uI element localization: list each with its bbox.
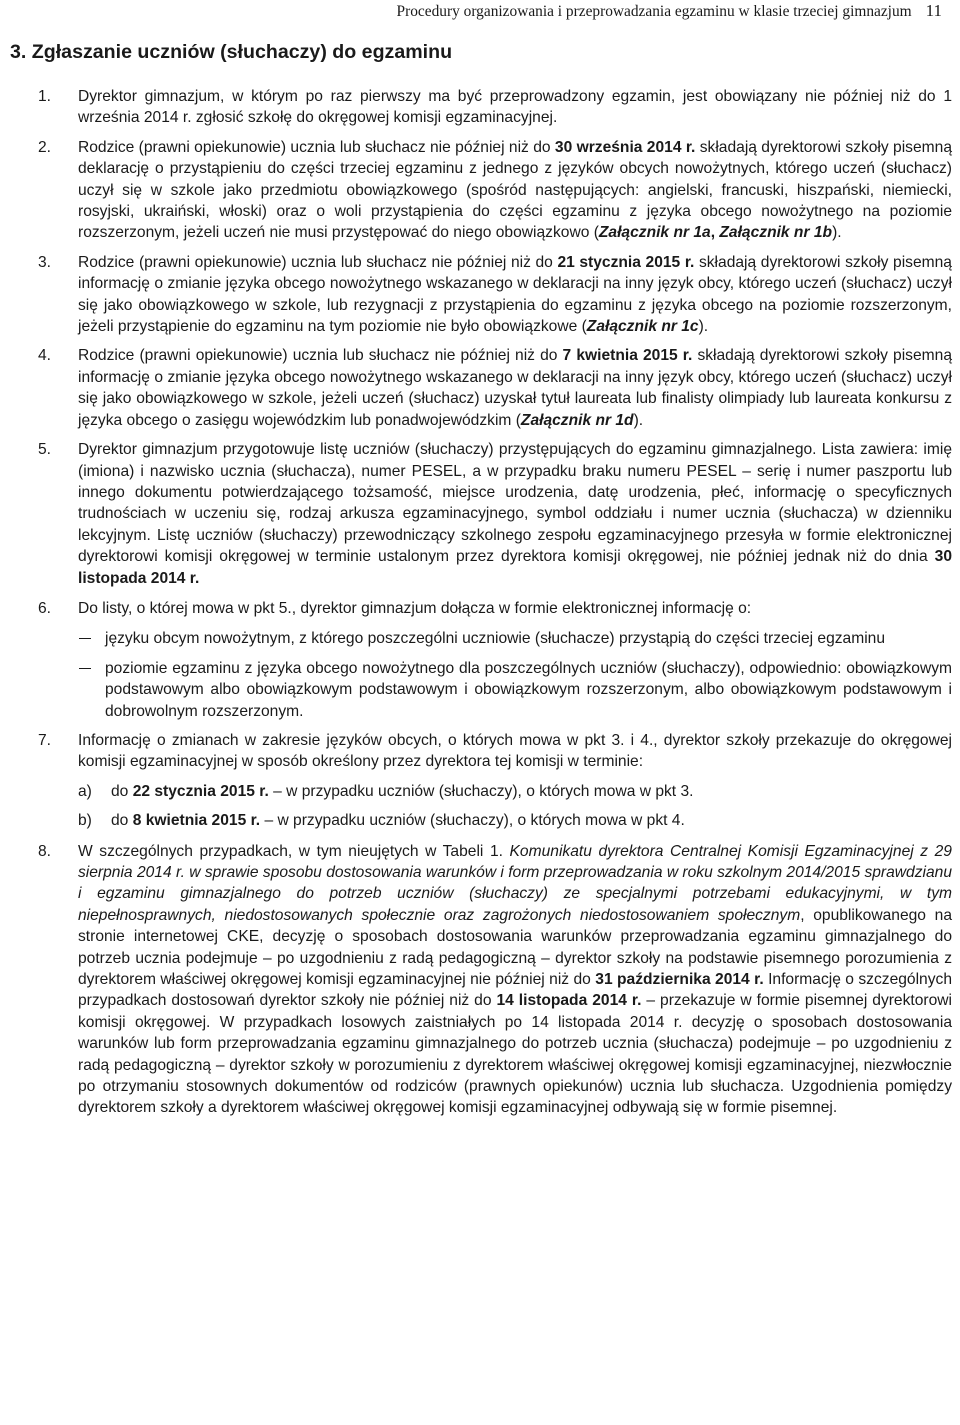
list-item-number: 1. bbox=[38, 88, 52, 105]
list-item-text: Rodzice (prawni opiekunowie) ucznia lub słuchacz nie później niż do 21 stycznia 2015 r. składają dyrektorowi szkoły pisemną informację o zmianie języka obcego nowożytnego wskazanego w deklaracji na inny język obcy, którego uczeń (słuchacz) uczył się jako obowiązkowego w szkole, lub rezygnacji z przystąpienia do egzaminu z języka obcego na poziomie rozszerzonym, jeżeli przystąpienie do egzaminu na tym poziomie nie było obowiązkowe (Załącznik nr 1c). bbox=[78, 253, 952, 336]
page-number: 11 bbox=[925, 1, 942, 20]
list-item bbox=[0, 86, 960, 129]
list-item-number: 5. bbox=[38, 441, 52, 459]
running-header-title: Procedury organizowania i przeprowadzania egzaminu w klasie trzeciej gimnazjum bbox=[396, 3, 912, 20]
numbered-list bbox=[0, 86, 960, 1127]
lettered-list-item-text: do 8 kwietnia 2015 r. – w przypadku uczniów (słuchaczy), o których mowa w pkt 4. bbox=[111, 812, 685, 830]
lettered-list-item bbox=[78, 781, 952, 802]
list-item-number: 4. bbox=[38, 347, 52, 365]
list-item bbox=[0, 841, 960, 1119]
list-item bbox=[0, 598, 960, 722]
lettered-list-item bbox=[78, 810, 952, 831]
list-item-number: 6. bbox=[38, 599, 52, 617]
list-item-text: Informację o zmianach w zakresie języków obcych, o których mowa w pkt 3. i 4., dyrektor szkoły przekazuje do okręgowej komisji egzaminacyjnej w sposób określony przez dyrektora tej komisji w terminie: bbox=[78, 731, 952, 771]
list-item-number: 3. bbox=[38, 253, 52, 271]
lettered-list-item-letter: a) bbox=[78, 782, 92, 800]
list-item bbox=[0, 730, 960, 832]
dash-list-item: poziomie egzaminu z języka obcego nowożytnego dla poszczególnych uczniów (słuchaczy), odpowiednio: obowiązkowym podstawowym albo obowiązkowym podstawowym i obowiązkowym rozszerzonym, albo obowiązkowym podstawowym i dobrowolnym rozszerzonym. bbox=[78, 658, 952, 722]
dash-list-item: języku obcym nowożytnym, z którego poszczególni uczniowie (słuchacze) przystąpią do części trzeciej egzaminu bbox=[78, 628, 952, 649]
list-item-text: Rodzice (prawni opiekunowie) ucznia lub słuchacz nie później niż do 7 kwietnia 2015 r. składają dyrektorowi szkoły pisemną informację o zmianie języka obcego nowożytnego wskazanego w deklaracji na inny język obcy, którego uczeń (słuchacz) uczył się jako obowiązkowego w szkole, jeżeli uczeń (słuchacz) uzyskał tytuł laureata lub finalisty olimpiady lub laureata konkursu z języka obcego o zasięgu wojewódzkim lub ponadwojewódzkim (Załącznik nr 1d). bbox=[78, 347, 952, 429]
list-item-number: 7. bbox=[38, 731, 52, 749]
running-header bbox=[300, 1, 942, 22]
list-item-text: W szczególnych przypadkach, w tym nieujętych w Tabeli 1. Komunikatu dyrektora Centralnej Komisji Egzaminacyjnej z 29 sierpnia 2014 r. w sprawie sposobu dostosowania warunków i form przeprowadzania w roku szkolnym 2014/2015 sprawdzianu i egzaminu gimnazjalnego do potrzeb uczniów (słuchaczy) ze specjalnymi potrzebami edukacyjnymi, w tym niepełnosprawnych, niedostosowanych społecznie oraz zagrożonych niedostosowaniem społecznym, opublikowanego na stronie internetowej CKE, decyzję o sposobach dostosowania warunków przeprowadzania egzaminu gimnazjalnego do potrzeb ucznia podejmuje – po uzgodnieniu z radą pedagogiczną – dyrektor szkoły na podstawie pisemnego porozumienia z dyrektorem właściwej okręgowej komisji egzaminacyjnej nie później niż do 31 października 2014 r. Informację o szczególnych przypadkach dostosowań dyrektor szkoły nie później niż do 14 listopada 2014 r. – przekazuje w formie pisemnej dyrektorowi komisji okręgowej. W przypadkach losowych zaistniałych po 14 listopada 2014 r. decyzję o sposobach dostosowania warunków lub form przeprowadzania egzaminu gimnazjalnego do potrzeb ucznia (słuchacza) podejmuje – po uzgodnieniu z radą pedagogiczną – dyrektor szkoły w porozumieniu z dyrektorem właściwej okręgowej komisji egzaminacyjnej, niezwłocznie po otrzymaniu stosownych dokumentów od rodziców (prawnych opiekunów) ucznia lub słuchacza. Uzgodnienia pomiędzy dyrektorem szkoły a dyrektorem właściwej okręgowej komisji egzaminacyjnej odbywają się w formie pisemnej. bbox=[78, 842, 952, 1117]
list-item-text: Dyrektor gimnazjum, w którym po raz pierwszy ma być przeprowadzony egzamin, jest obowiązany nie później niż do 1 września 2014 r. zgłosić szkołę do okręgowej komisji egzaminacyjnej. bbox=[78, 88, 952, 127]
list-item-number: 8. bbox=[38, 842, 52, 860]
list-item-number: 2. bbox=[38, 138, 52, 156]
list-item-text: Rodzice (prawni opiekunowie) ucznia lub słuchacz nie później niż do 30 września 2014 r. składają dyrektorowi szkoły pisemną deklarację o przystąpieniu do części trzeciej egzaminu z jednego z języków obcych nowożytnych, którego uczeń (słuchacz) uczył się w szkole jako przedmiotu obowiązkowego (spośród następujących: angielski, francuski, hiszpański, niemiecki, rosyjski, ukraiński, włoski) oraz o woli przystąpienia do części egzaminu z języka obcego nowożytnego na poziomie rozszerzonym, jeżeli uczeń nie musi przystępować do niego obowiązkowo (Załącznik nr 1a, Załącznik nr 1b). bbox=[78, 138, 952, 242]
list-item-text: Do listy, o której mowa w pkt 5., dyrektor gimnazjum dołącza w formie elektronicznej informację o: bbox=[78, 599, 752, 617]
list-item bbox=[0, 345, 960, 431]
section-title: 3. Zgłaszanie uczniów (słuchaczy) do egzaminu bbox=[10, 41, 453, 63]
lettered-list-item-letter: b) bbox=[78, 812, 92, 830]
lettered-list-item-text: do 22 stycznia 2015 r. – w przypadku uczniów (słuchaczy), o których mowa w pkt 3. bbox=[111, 782, 694, 800]
list-item bbox=[0, 439, 960, 589]
list-item bbox=[0, 252, 960, 338]
dash-sublist bbox=[78, 628, 952, 722]
list-item-text: Dyrektor gimnazjum przygotowuje listę uczniów (słuchaczy) przystępujących do egzaminu gimnazjalnego. Lista zawiera: imię (imiona) i nazwisko ucznia (słuchacza), numer PESEL, a w przypadku braku numeru PESEL – serię i numer paszportu lub innego dokumentu potwierdzającego tożsamość, miejsce urodzenia, datę urodzenia, płeć, informację o specyficznych trudnościach w uczeniu się, rodzaj arkusza egzaminacyjnego, symbol oddziału i numer ucznia (słuchacza) w dzienniku lekcyjnym. Listę uczniów (słuchaczy) przewodniczący szkolnego zespołu egzaminacyjnego przesyła w formie elektronicznej dyrektorowi komisji okręgowej w terminie ustalonym przez dyrektora komisji okręgowej, nie później jednak niż do dnia 30 listopada 2014 r. bbox=[78, 441, 952, 587]
list-item bbox=[0, 137, 960, 244]
